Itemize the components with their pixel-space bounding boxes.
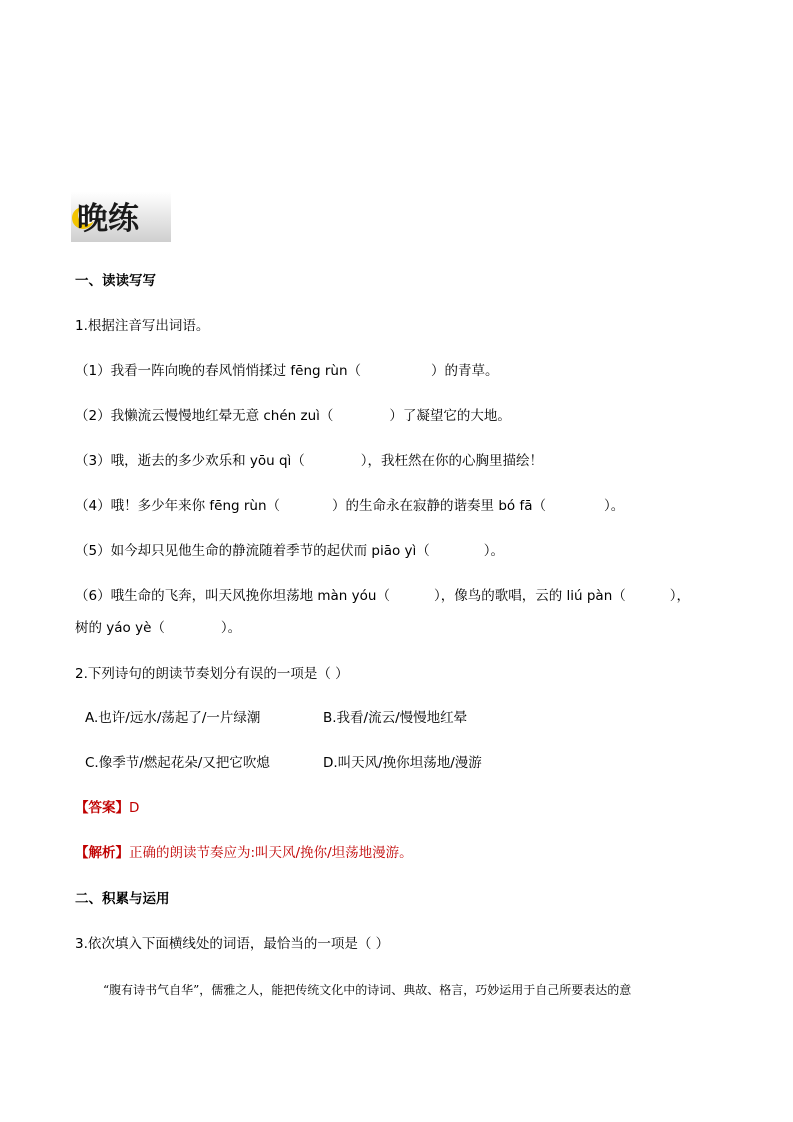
q1-stem: 1.根据注音写出词语。 (75, 318, 210, 334)
q1-item-5-pre: （5）如今却只见他生命的静流随着季节的起伏而 piāo yì（ (75, 543, 430, 559)
q2-stem: 2.下列诗句的朗读节奏划分有误的一项是（ ） (75, 666, 349, 682)
q1-item-4-mid: ）的生命永在寂静的谐奏里 bó fā（ (332, 498, 546, 514)
q1-item-2-post: ）了凝望它的大地。 (389, 408, 511, 424)
q1-item-6-line2-post: ）。 (220, 620, 242, 636)
q3-passage: “腹有诗书气自华”，儒雅之人，能把传统文化中的诗词、典故、格言，巧妙运用于自己所要表达的意 (103, 983, 632, 997)
q2-analysis (75, 843, 413, 863)
q1-item-5-post: ）。 (483, 543, 505, 559)
q1-item-2-pre: （2）我懒流云慢慢地红晕无意 chén zuì（ (75, 408, 334, 424)
q1-item-5 (75, 541, 504, 561)
q3-stem: 3.依次填入下面横线处的词语，最恰当的一项是（ ） (75, 936, 390, 952)
section1-title: 一、读读写写 (75, 273, 156, 289)
q1-item-4-post: ）。 (603, 498, 625, 514)
q1-item-2 (75, 406, 511, 426)
q1-item-6-pre: （6）哦生命的飞奔，叫天风挽你坦荡地 màn yóu（ (75, 588, 390, 604)
q1-item-6-line2-pre: 树的 yáo yè（ (75, 620, 165, 636)
q1-item-6-post: ）， (669, 588, 691, 604)
answer-label: 【答案】 (75, 800, 129, 816)
q1-item-4 (75, 496, 624, 516)
q2-option-d: D.叫天风/挽你坦荡地/漫游 (323, 755, 482, 771)
q2-option-c: C.像季节/燃起花朵/又把它吹熄 (85, 755, 270, 771)
q2-answer (75, 798, 139, 818)
q1-item-1-pre: （1）我看一阵向晚的春风悄悄揉过 fēng rùn（ (75, 363, 362, 379)
q1-item-3-pre: （3）哦，逝去的多少欢乐和 yōu qì（ (75, 453, 305, 469)
q1-item-6-line2 (75, 618, 241, 638)
q1-item-6-mid: ），像鸟的歌唱，云的 liú pàn（ (433, 588, 626, 604)
analysis-text: 正确的朗读节奏应为:叫天风/挽你/坦荡地漫游。 (129, 845, 413, 861)
svg-text:晚练: 晚练 (77, 201, 139, 237)
q2-options-row1 (85, 708, 467, 728)
q1-item-3 (75, 451, 543, 471)
q1-item-4-pre: （4）哦！多少年来你 fēng rùn（ (75, 498, 281, 514)
analysis-label: 【解析】 (75, 845, 129, 861)
answer-value: D (129, 800, 140, 816)
q1-item-1 (75, 361, 499, 381)
q2-option-a: A.也许/远水/荡起了/一片绿潮 (85, 710, 261, 726)
q1-item-1-post: ）的青草。 (431, 363, 499, 379)
q2-option-b: B.我看/流云/慢慢地红晕 (323, 710, 468, 726)
q2-options-row2 (85, 753, 482, 773)
evening-practice-logo (71, 192, 171, 242)
q1-item-3-post: ），我枉然在你的心胸里描绘！ (360, 453, 544, 469)
q1-item-6-line1 (75, 586, 690, 606)
section2-title: 二、积累与运用 (75, 891, 170, 907)
